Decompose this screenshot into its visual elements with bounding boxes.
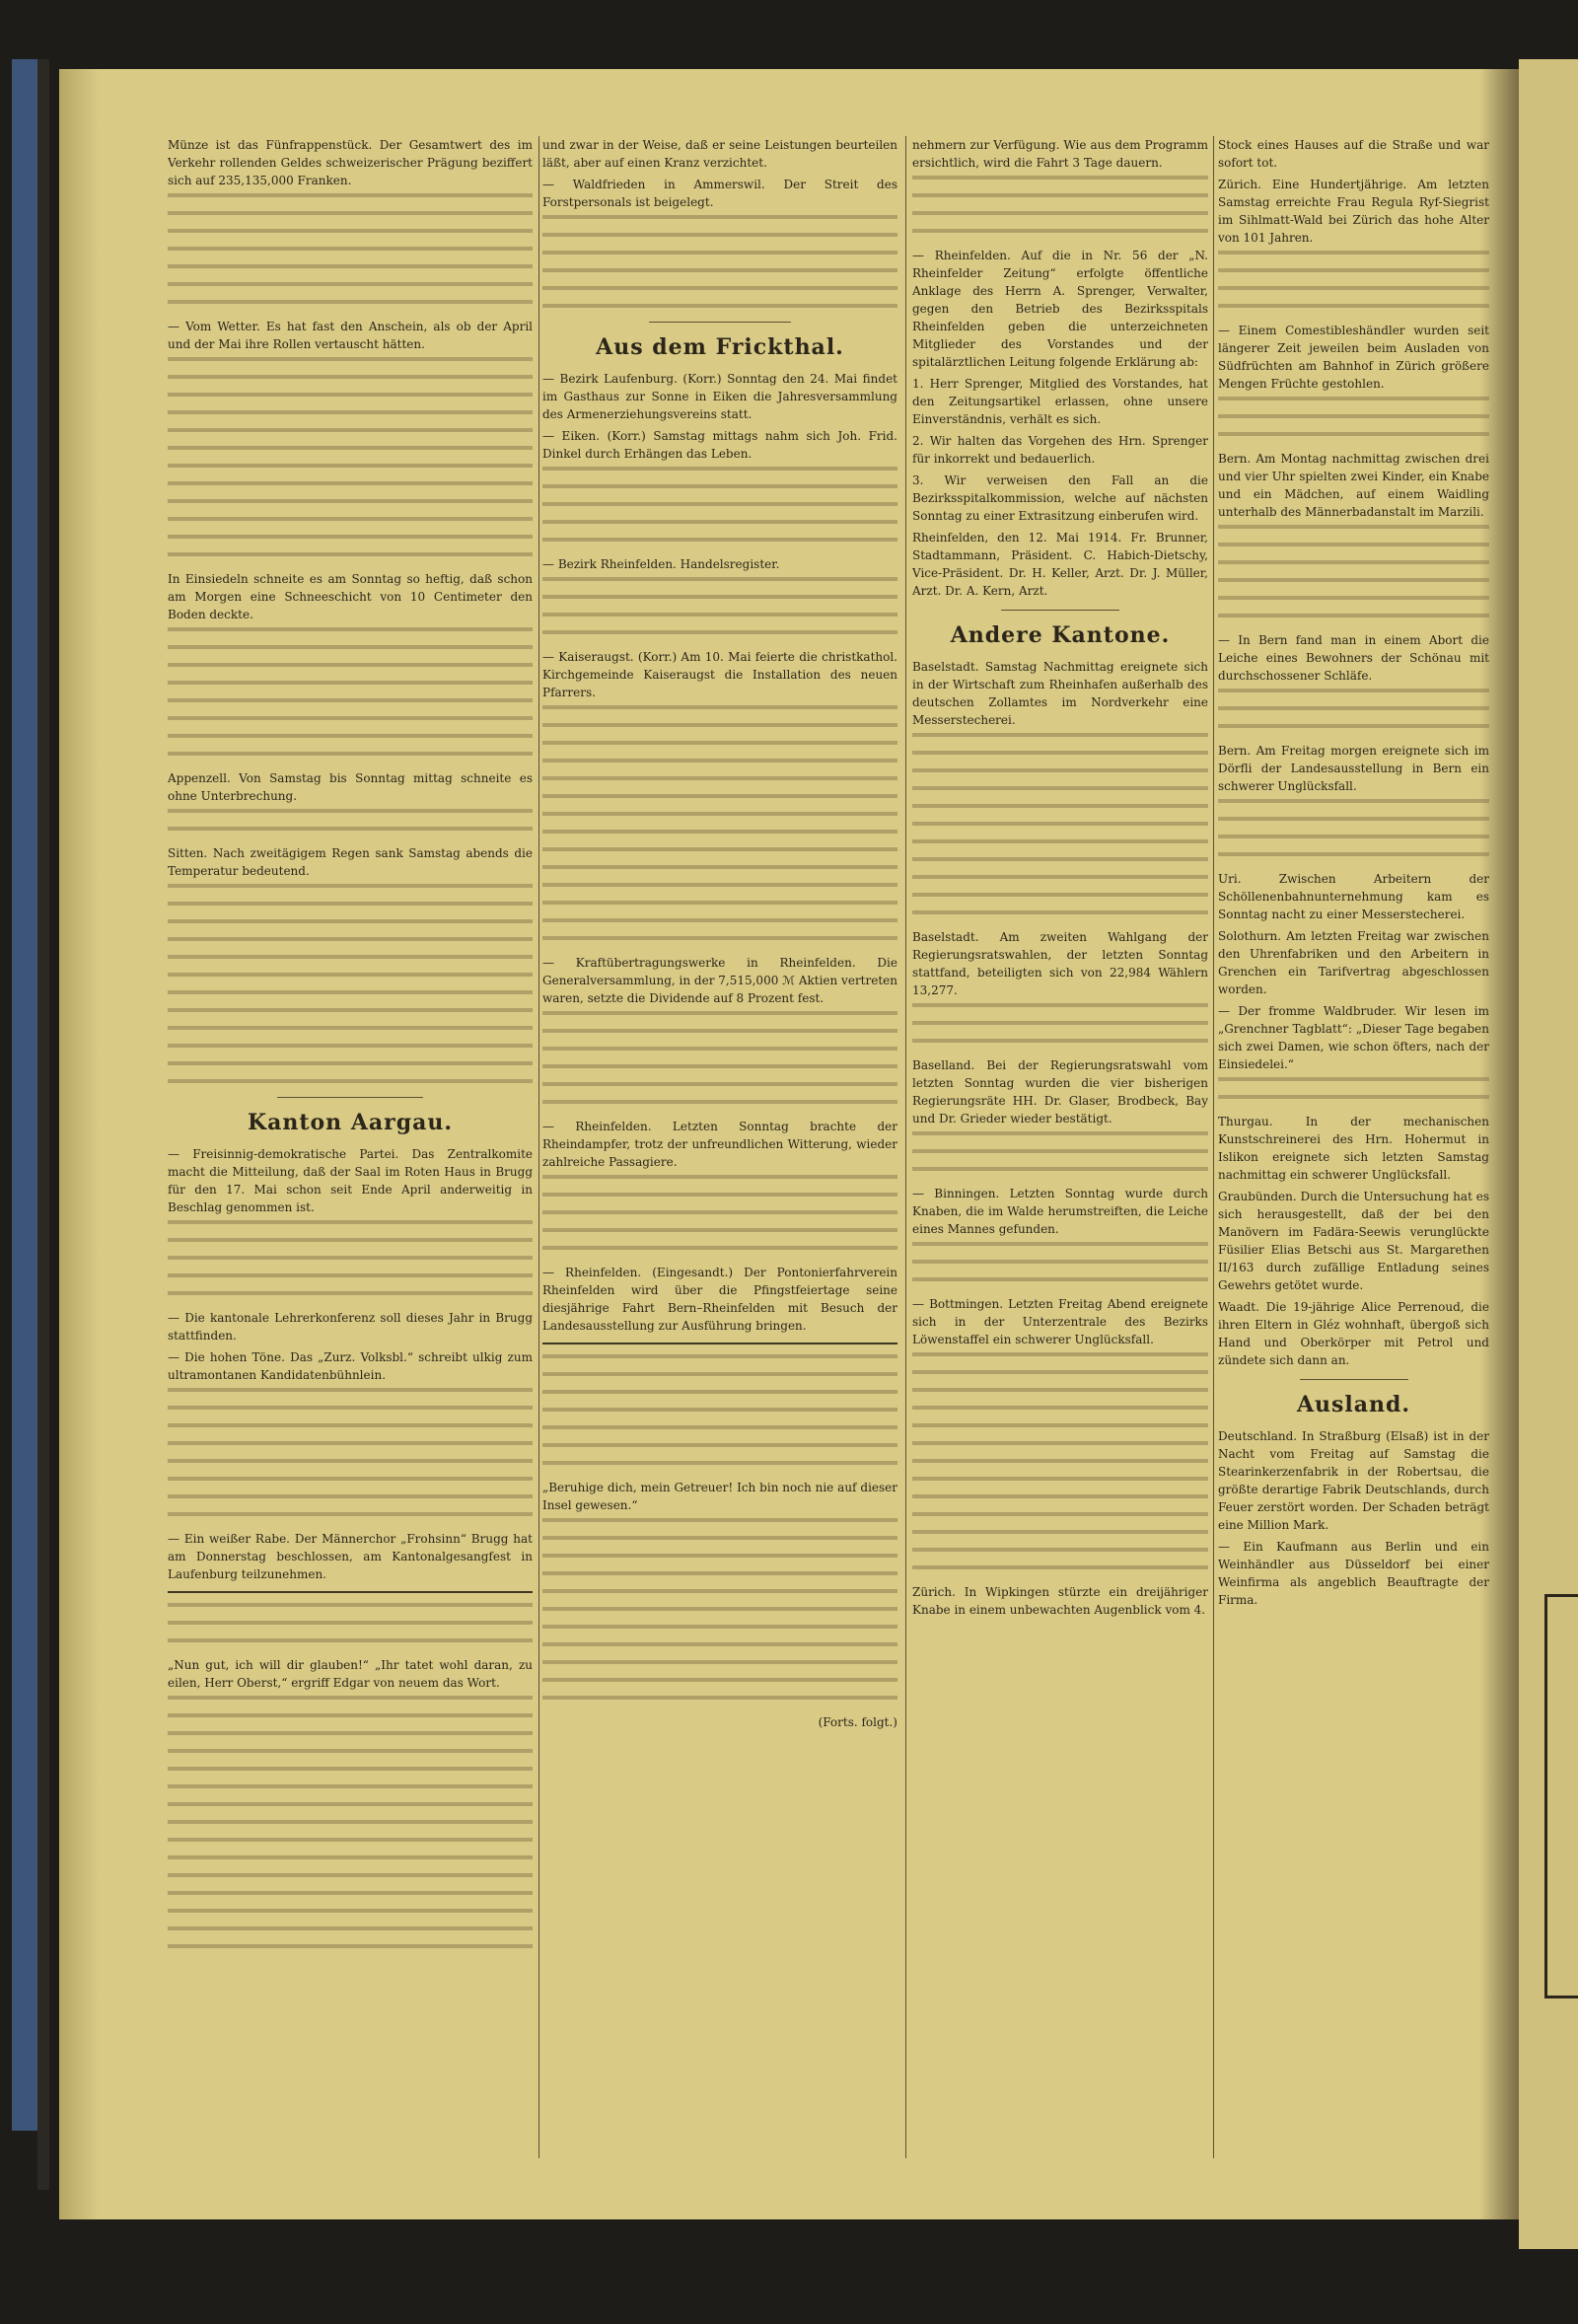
article-pontonier: — Rheinfelden. (Eingesandt.) Der Pontonierfahrverein Rheinfelden wird über die Pfingstfeiertage seine diesjährige Fahrt Bern–Rheinfelden mit Besuch der Landesausstellung zur Ausführung bringen. bbox=[542, 1266, 897, 1333]
article-kraftwerke: — Kraftübertragungswerke in Rheinfelden. Die Generalversammlung, in der 7,515,000 ℳ Aktien vertreten waren, setzte die Dividende auf 8 Prozent fest. bbox=[542, 956, 897, 1005]
column-2 bbox=[542, 136, 897, 2168]
article-rheinfelden-erklaerung: — Rheinfelden. Auf die in Nr. 56 der „N. Rheinfelder Zeitung“ erfolgte öffentliche Anklage des Herrn A. Sprenger, Verwalter, gegen den Betrieb des Bezirksspitals Rheinfelden geben die unterzeichneten Mitglieder des Vorstandes und der spitalärztlichen Leitung folgende Erklärung ab: bbox=[912, 249, 1208, 369]
text-lines bbox=[1218, 397, 1489, 436]
article-bern-freitag: Bern. Am Freitag morgen ereignete sich im Dörfli der Landesausstellung in Bern ein schwerer Unglücksfall. bbox=[1218, 744, 1489, 793]
article-appenzell: Appenzell. Von Samstag bis Sonntag mittag schneite es ohne Unterbrechung. bbox=[168, 771, 533, 803]
text-lines bbox=[542, 215, 897, 308]
article-baselstadt-wahl: Baselstadt. Am zweiten Wahlgang der Regierungsratswahlen, der letzten Sonntag stattfand, beteiligten sich von 22,984 Wählern 13,277. bbox=[912, 930, 1208, 997]
feuilleton-story: „Beruhige dich, mein Getreuer! Ich bin noch nie auf dieser Insel gewesen.“ bbox=[542, 1481, 897, 1512]
article-binningen: — Binningen. Letzten Sonntag wurde durch Knaben, die im Walde herumstreiften, die Leiche eines Mannes gefunden. bbox=[912, 1187, 1208, 1236]
text-lines bbox=[542, 1175, 897, 1250]
feuilleton-story: „Nun gut, ich will dir glauben!“ „Ihr tatet wohl daran, zu eilen, Herr Oberst,“ ergriff Edgar von neuem das Wort. bbox=[168, 1658, 533, 1690]
article-thurgau: Thurgau. In der mechanischen Kunstschreinerei des Hrn. Hohermut in Islikon ereignete sich letzten Samstag nachmittag ein schwerer Unglücksfall. bbox=[1218, 1115, 1489, 1182]
text-lines bbox=[1218, 689, 1489, 728]
text-lines bbox=[168, 627, 533, 756]
text-lines bbox=[542, 705, 897, 940]
erklaerung-item-2: 2. Wir halten das Vorgehen des Hrn. Sprenger für inkorrekt und bedauerlich. bbox=[912, 434, 1208, 466]
article-bottmingen: — Bottmingen. Letzten Freitag Abend ereignete sich in der Unterzentrale des Bezirks Löwenstaffel ein schwerer Unglücksfall. bbox=[912, 1297, 1208, 1346]
text-lines bbox=[1218, 799, 1489, 856]
column-rule bbox=[538, 136, 539, 2158]
article-waldfrieden: — Waldfrieden in Ammerswil. Der Streit des Forstpersonals ist beigelegt. bbox=[542, 178, 897, 209]
text-lines bbox=[912, 733, 1208, 914]
article-kaufmann: — Ein Kaufmann aus Berlin und ein Weinhändler aus Düsseldorf bei einer Weinfirma als angeblich Beauftragte der Firma. bbox=[1218, 1540, 1489, 1607]
article-waadt: Waadt. Die 19-jährige Alice Perrenoud, die ihren Eltern in Gléz wohnhaft, übergoß sich Hand und Oberkörper mit Petrol und zündete sich dann an. bbox=[1218, 1300, 1489, 1367]
article-hohe-toene: — Die hohen Töne. Das „Zurz. Volksbl.“ schreibt ulkig zum ultramontanen Kandidatenbühnlein. bbox=[168, 1350, 533, 1382]
column-1 bbox=[168, 136, 533, 2168]
article-text: Münze ist das Fünfrappenstück. Der Gesamtwert des im Verkehr rollenden Geldes schweizerischer Prägung beziffert sich auf 235,135,000 Franken. bbox=[168, 138, 533, 187]
text-lines bbox=[168, 193, 533, 304]
article-waldbruder: — Der fromme Waldbruder. Wir lesen im „Grenchner Tagblatt“: „Dieser Tage begaben sich zwei Damen, wie schon öfters, nach der Einsiedelei.“ bbox=[1218, 1004, 1489, 1071]
text-lines bbox=[168, 1220, 533, 1295]
separator bbox=[277, 1097, 423, 1098]
erklaerung-item-1: 1. Herr Sprenger, Mitglied des Vorstandes, hat den Zeitungsartikel erlassen, ohne unsere Einverständnis, verhält es sich. bbox=[912, 377, 1208, 426]
article-baselland: Baselland. Bei der Regierungsratswahl vom letzten Sonntag wurden die vier bisherigen Regierungsräte HH. Dr. Glaser, Brodbeck, Bay und Dr. Grieder wieder bestätigt. bbox=[912, 1058, 1208, 1126]
article-bern-kinder: Bern. Am Montag nachmittag zwischen drei und vier Uhr spielten zwei Kinder, ein Knabe und ein Mädchen, auf einem Waidling unterhalb des Männerbadanstalt im Marzili. bbox=[1218, 452, 1489, 519]
article-aargau-party: — Freisinnig-demokratische Partei. Das Zentralkomite macht die Mitteilung, daß der Saal im Roten Haus in Brugg für den 17. Mai schon seit Ende April anderweitig in Beschlag genommen ist. bbox=[168, 1147, 533, 1214]
article-bern-leiche: — In Bern fand man in einem Abort die Leiche eines Bewohners der Schönau mit durchschossener Schläfe. bbox=[1218, 633, 1489, 683]
article-zuerich-hundert: Zürich. Eine Hundertjährige. Am letzten Samstag erreichte Frau Regula Ryf-Siegrist im Sihlmatt-Wald bei Zürich das hohe Alter von 101 Jahren. bbox=[1218, 178, 1489, 245]
text-lines bbox=[912, 1003, 1208, 1043]
article-rheinfelden-register: — Bezirk Rheinfelden. Handelsregister. bbox=[542, 557, 780, 571]
section-heading-andere-kantone: Andere Kantone. bbox=[950, 622, 1171, 648]
column-rule bbox=[1213, 136, 1214, 2158]
feuilleton-rule bbox=[168, 1591, 533, 1593]
section-heading-ausland: Ausland. bbox=[1296, 1392, 1411, 1417]
article-deutschland: Deutschland. In Straßburg (Elsaß) ist in der Nacht vom Freitag auf Samstag die Stearinkerzenfabrik in der Robertsau, die größte derartige Fabrik Deutschlands, durch Feuer zerstört worden. Der Schaden beträgt eine Million Mark. bbox=[1218, 1429, 1489, 1532]
text-lines bbox=[1218, 525, 1489, 617]
erklaerung-signatures: Rheinfelden, den 12. Mai 1914. Fr. Brunner, Stadtammann, Präsident. C. Habich-Dietschy, Vice-Präsident. Dr. H. Keller, Arzt. Dr. J. Müller, Arzt. Dr. A. Kern, Arzt. bbox=[912, 531, 1208, 598]
feuilleton-rule bbox=[542, 1343, 897, 1344]
text-lines bbox=[168, 1696, 533, 1948]
article-zuerich: Zürich. In Wipkingen stürzte ein dreijähriger Knabe in einem unbewachten Augenblick vom 4. bbox=[912, 1585, 1208, 1617]
article-eiken: — Eiken. (Korr.) Samstag mittags nahm sich Joh. Frid. Dinkel durch Erhängen das Leben. bbox=[542, 429, 897, 461]
article-graubuenden: Graubünden. Durch die Untersuchung hat es sich herausgestellt, daß der bei den Manövern im Fadära-Seewis verunglückte Füsilier Elias Betschi aus St. Margarethen II/163 durch zufällige Entladung seines Gewehrs getötet wurde. bbox=[1218, 1190, 1489, 1292]
column-3 bbox=[912, 136, 1208, 2168]
erklaerung-item-3: 3. Wir verweisen den Fall an die Bezirksspitalkommission, welche auf nächsten Sonntag zu einer Extrasitzung einberufen wird. bbox=[912, 473, 1208, 523]
feuilleton-continued: (Forts. folgt.) bbox=[818, 1715, 897, 1729]
text-lines bbox=[912, 1242, 1208, 1281]
text-lines bbox=[1218, 1077, 1489, 1099]
text-lines bbox=[542, 577, 897, 634]
text-lines bbox=[912, 176, 1208, 233]
article-einsiedeln: In Einsiedeln schneite es am Sonntag so heftig, daß schon am Morgen eine Schneeschicht von 10 Centimeter den Boden deckte. bbox=[168, 572, 533, 621]
article-kaiseraugst: — Kaiseraugst. (Korr.) Am 10. Mai feierte die christkathol. Kirchgemeinde Kaiseraugst die Installation des neuen Pfarrers. bbox=[542, 650, 897, 699]
article-text: und zwar in der Weise, daß er seine Leistungen beurteilen läßt, aber auf einen Kranz verzichtet. bbox=[542, 138, 897, 170]
article-lehrerkonferenz: — Die kantonale Lehrerkonferenz soll dieses Jahr in Brugg stattfinden. bbox=[168, 1311, 533, 1343]
facing-page-boxed-ad bbox=[1544, 1594, 1578, 1998]
text-lines bbox=[168, 1388, 533, 1516]
article-weather: — Vom Wetter. Es hat fast den Anschein, als ob der April und der Mai ihre Rollen vertauscht hätten. bbox=[168, 320, 533, 351]
separator bbox=[1300, 1379, 1408, 1380]
article-text: nehmern zur Verfügung. Wie aus dem Programm ersichtlich, wird die Fahrt 3 Tage dauern. bbox=[912, 138, 1208, 170]
article-solothurn: Solothurn. Am letzten Freitag war zwischen den Uhrenfabriken und den Arbeitern in Grenchen ein Tarifvertrag abgeschlossen worden. bbox=[1218, 929, 1489, 996]
text-lines bbox=[542, 1011, 897, 1104]
article-rheinfelden-dampfer: — Rheinfelden. Letzten Sonntag brachte der Rheindampfer, trotz der unfreundlichen Witterung, wieder zahlreiche Passagiere. bbox=[542, 1120, 897, 1169]
article-comestibles: — Einem Comestibleshändler wurden seit längerer Zeit jeweilen beim Ausladen von Südfrüchten am Bahnhof in Zürich größere Mengen Früchte gestohlen. bbox=[1218, 324, 1489, 391]
text-lines bbox=[168, 357, 533, 556]
column-rule bbox=[905, 136, 906, 2158]
text-lines bbox=[168, 884, 533, 1083]
article-baselstadt: Baselstadt. Samstag Nachmittag ereignete sich in der Wirtschaft zum Rheinhafen außerhalb des deutschen Zollamtes im Nordverkehr eine Messerstecherei. bbox=[912, 660, 1208, 727]
article-sitten: Sitten. Nach zweitägigem Regen sank Samstag abends die Temperatur bedeutend. bbox=[168, 846, 533, 878]
text-lines bbox=[912, 1352, 1208, 1569]
book-spine-binding bbox=[12, 59, 37, 2131]
text-lines bbox=[168, 809, 533, 831]
article-text: Stock eines Hauses auf die Straße und war sofort tot. bbox=[1218, 138, 1489, 170]
text-lines bbox=[542, 1518, 897, 1700]
article-weisser-rabe: — Ein weißer Rabe. Der Männerchor „Frohsinn“ Brugg hat am Donnerstag beschlossen, am Kantonalgesangfest in Laufenburg teilzunehmen. bbox=[168, 1532, 533, 1581]
spine-shadow bbox=[37, 59, 49, 2190]
column-4 bbox=[1218, 136, 1489, 2168]
section-heading-aargau: Kanton Aargau. bbox=[247, 1110, 454, 1135]
text-lines bbox=[912, 1131, 1208, 1171]
page-edge bbox=[59, 69, 99, 2219]
separator bbox=[649, 322, 791, 323]
separator bbox=[1001, 610, 1119, 611]
text-lines bbox=[542, 1354, 897, 1465]
text-lines bbox=[1218, 251, 1489, 308]
article-uri: Uri. Zwischen Arbeitern der Schöllenenbahnunternehmung kam es Sonntag nacht zu einer Messerstecherei. bbox=[1218, 872, 1489, 921]
text-lines bbox=[168, 1603, 533, 1642]
text-lines bbox=[542, 467, 897, 542]
section-heading-fricktal: Aus dem Frickthal. bbox=[596, 334, 844, 360]
article-laufenburg: — Bezirk Laufenburg. (Korr.) Sonntag den 24. Mai findet im Gasthaus zur Sonne in Eiken die Jahresversammlung des Armenerziehungsvereins statt. bbox=[542, 372, 897, 421]
